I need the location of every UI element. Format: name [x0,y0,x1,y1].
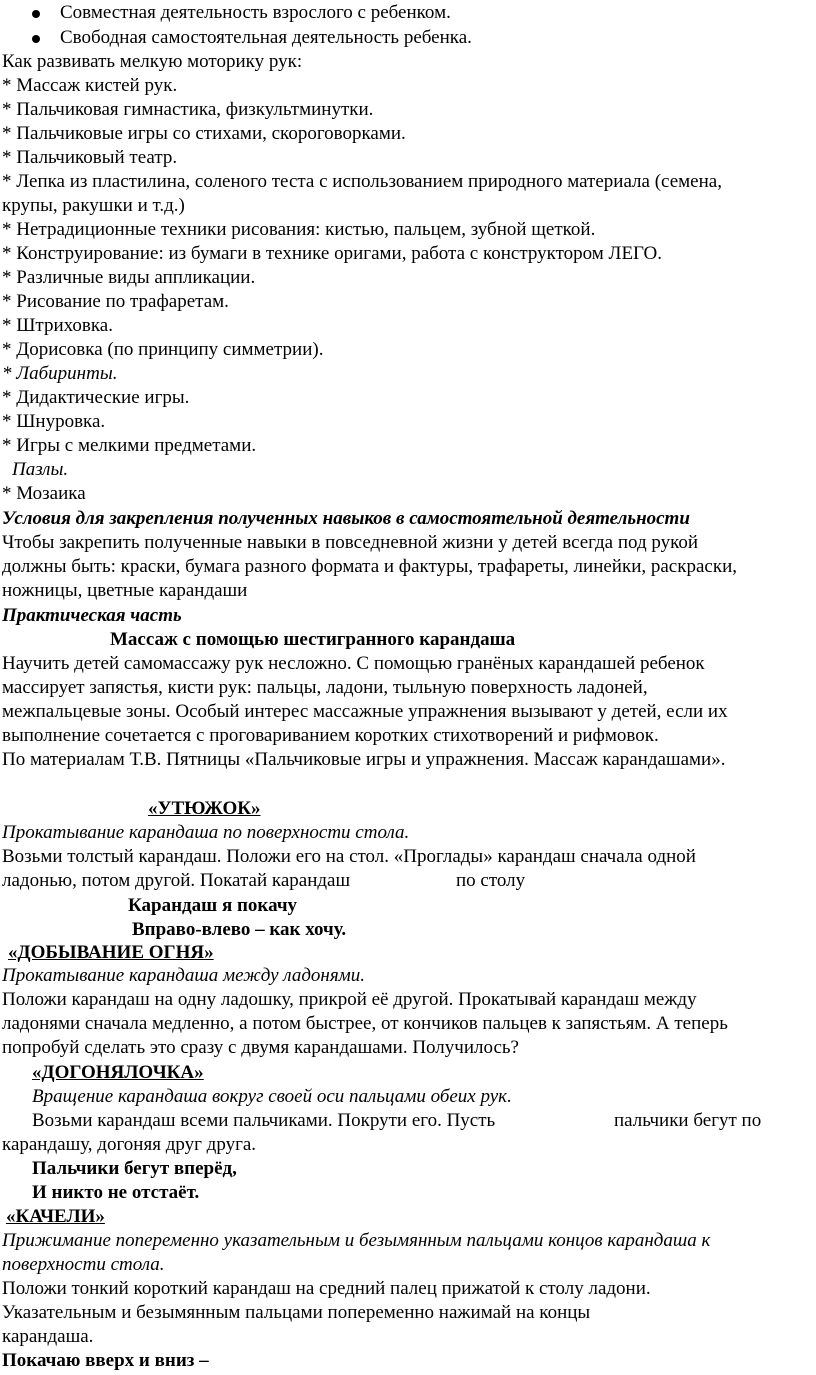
motor-heading: Как развивать мелкую моторику рук: [2,51,303,72]
list-item: * Нетрадиционные техники рисования: кистью, пальцем, зубной щеткой. [2,219,596,240]
paragraph-line: выполнение сочетается с проговариванием коротких стихотворений и рифмовок. [2,725,659,746]
verse-line: Пальчики бегут вперёд, [32,1158,237,1179]
verse-line: Карандаш я покачу [128,895,298,916]
list-item: * Игры с мелкими предметами. [2,435,257,456]
verse-line: И никто не отстаёт. [32,1182,200,1203]
list-item: * Мозаика [2,483,86,504]
exercise-title: «ДОГОНЯЛОЧКА» [32,1062,204,1083]
list-item: Пазлы. [12,459,69,480]
paragraph-line: Научить детей самомассажу рук несложно. С помощью гранёных карандашей ребенок [2,653,705,674]
exercise-title: «ДОБЫВАНИЕ ОГНЯ» [8,942,214,963]
paragraph-line: должны быть: краски, бумага разного формата и фактуры, трафареты, линейки, раскраски, [2,556,737,577]
list-item: Свободная самостоятельная деятельность ребенка. [32,26,472,50]
paragraph-line: Положи тонкий короткий карандаш на средний палец прижатой к столу ладони. [2,1278,651,1299]
practical-heading: Практическая часть [2,605,182,626]
exercise-subtitle: Прокатывание карандаша по поверхности стола. [2,822,410,843]
exercise-subtitle: Прокатывание карандаша между ладонями. [2,965,366,986]
paragraph-line: попробуй сделать это сразу с двумя карандашами. Получилось? [2,1037,519,1058]
conditions-heading: Условия для закрепления полученных навыков в самостоятельной деятельности [2,508,690,529]
paragraph-line: карандаша. [2,1326,94,1347]
verse-line: Вправо-влево – как хочу. [132,919,347,940]
paragraph-line: По материалам Т.В. Пятницы «Пальчиковые игры и упражнения. Массаж карандашами». [2,749,726,770]
exercise-subtitle: Вращение карандаша вокруг своей оси пальцами обеих рук. [32,1086,512,1107]
list-item: * Конструирование: из бумаги в технике оригами, работа с конструктором ЛЕГО. [2,243,663,264]
exercise-subtitle: Прижимание попеременно указательным и безымянным пальцами концов карандаша к [2,1230,711,1251]
list-item: * Шнуровка. [2,411,106,432]
verse-line: Покачаю вверх и вниз – [2,1350,209,1371]
paragraph-line: ладонями сначала медленно, а потом быстрее, от кончиков пальцев к запястьям. А теперь [2,1013,728,1034]
bullet-icon [32,35,40,43]
exercise-subtitle: поверхности стола. [2,1254,165,1275]
list-item: * Пальчиковые игры со стихами, скороговорками. [2,123,406,144]
list-item: * Дорисовка (по принципу симметрии). [2,339,324,360]
list-item: * Пальчиковый театр. [2,147,178,168]
paragraph-line: карандашу, догоняя друг друга. [2,1134,257,1155]
list-item: * Различные виды аппликации. [2,267,256,288]
exercise-title: «КАЧЕЛИ» [6,1206,105,1227]
paragraph-line: межпальцевые зоны. Особый интерес массажные упражнения вызывают у детей, если их [2,701,728,722]
section-title: Массаж с помощью шестигранного карандаша [110,629,516,650]
list-item: * Рисование по трафаретам. [2,291,229,312]
paragraph-line: Возьми карандаш всеми пальчиками. Покрути его. Пусть [32,1110,496,1131]
paragraph-line: ладонью, потом другой. Покатай карандаш [2,870,351,891]
paragraph-line: Положи карандаш на одну ладошку, прикрой её другой. Прокатывай карандаш между [2,989,697,1010]
bullet-icon [32,10,40,18]
list-item: * Лабиринты. [2,363,118,384]
list-item: * Лепка из пластилина, соленого теста с использованием природного материала (семена, [2,171,722,192]
list-item: крупы, ракушки и т.д.) [2,195,185,216]
paragraph-line: массирует запястья, кисти рук: пальцы, ладони, тыльную поверхность ладоней, [2,677,648,698]
exercise-title: «УТЮЖОК» [148,798,261,819]
paragraph-line: пальчики бегут по [614,1110,762,1131]
list-item: Совместная деятельность взрослого с ребенком. [32,1,451,25]
paragraph-line: Возьми толстый карандаш. Положи его на стол. «Проглады» карандаш сначала одной [2,846,696,867]
list-item: * Дидактические игры. [2,387,190,408]
list-item: * Массаж кистей рук. [2,75,178,96]
paragraph-line: Чтобы закрепить полученные навыки в повседневной жизни у детей всегда под рукой [2,532,699,553]
list-item: * Штриховка. [2,315,113,336]
paragraph-line: Указательным и безымянным пальцами попеременно нажимай на концы [2,1302,591,1323]
paragraph-line: ножницы, цветные карандаши [2,580,248,601]
list-item: * Пальчиковая гимнастика, физкультминутки. [2,99,374,120]
paragraph-line: по столу [456,870,526,891]
